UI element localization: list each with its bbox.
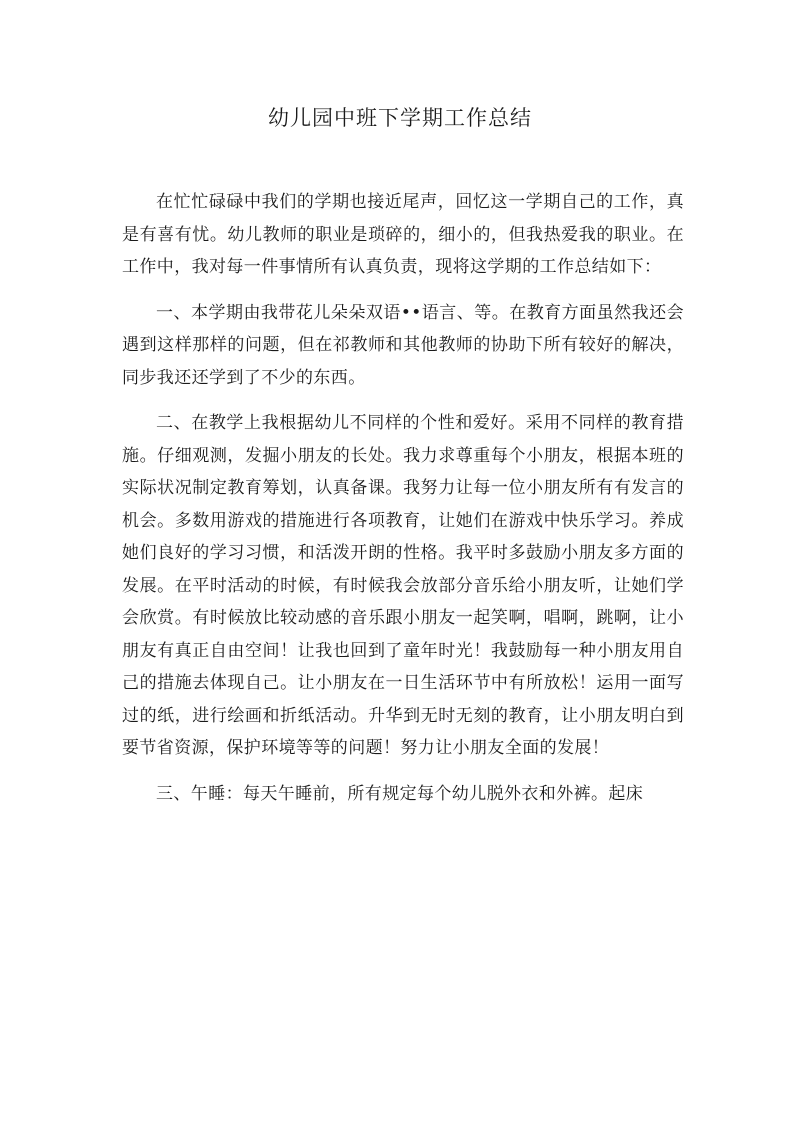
paragraph-section-2: 二、在教学上我根据幼儿不同样的个性和爱好。采用不同样的教育措施。仔细观测，发掘小朋友的长处。我力求尊重每个小朋友，根据本班的实际状况制定教育筹划，认真备课。我努力让每一位小朋友所有有发言的机会。多数用游戏的措施进行各项教育，让她们在游戏中快乐学习。养成她们良好的学习习惯，和活泼开朗的性格。我平时多鼓励小朋友多方面的发展。在平时活动的时候，有时候我会放部分音乐给小朋友听，让她们学会欣赏。有时候放比较动感的音乐跟小朋友一起笑啊，唱啊，跳啊，让小朋友有真正自由空间！让我也回到了童年时光！我鼓励每一种小朋友用自己的措施去体现自己。让小朋友在一日生活环节中有所放松！运用一面写过的纸，进行绘画和折纸活动。升华到无时无刻的教育，让小朋友明白到要节省资源，保护环境等等的问题！努力让小朋友全面的发展！ bbox=[122, 413, 684, 758]
paragraph-intro: 在忙忙碌碌中我们的学期也接近尾声，回忆这一学期自己的工作，真是有喜有忧。幼儿教师的职业是琐碎的，细小的，但我热爱我的职业。在工作中，我对每一件事情所有认真负责，现将这学期的工作总结如下： bbox=[122, 192, 684, 277]
document-title: 幼儿园中班下学期工作总结 bbox=[268, 106, 532, 130]
paragraph-section-1: 一、本学期由我带花儿朵朵双语••语言、等。在教育方面虽然我还会遇到这样那样的问题，但在祁教师和其他教师的协助下所有较好的解决，同步我还还学到了不少的东西。 bbox=[122, 302, 685, 388]
document-body bbox=[122, 186, 684, 823]
paragraph-section-3: 三、午睡：每天午睡前，所有规定每个幼儿脱外衣和外裤。起床 bbox=[156, 783, 644, 804]
